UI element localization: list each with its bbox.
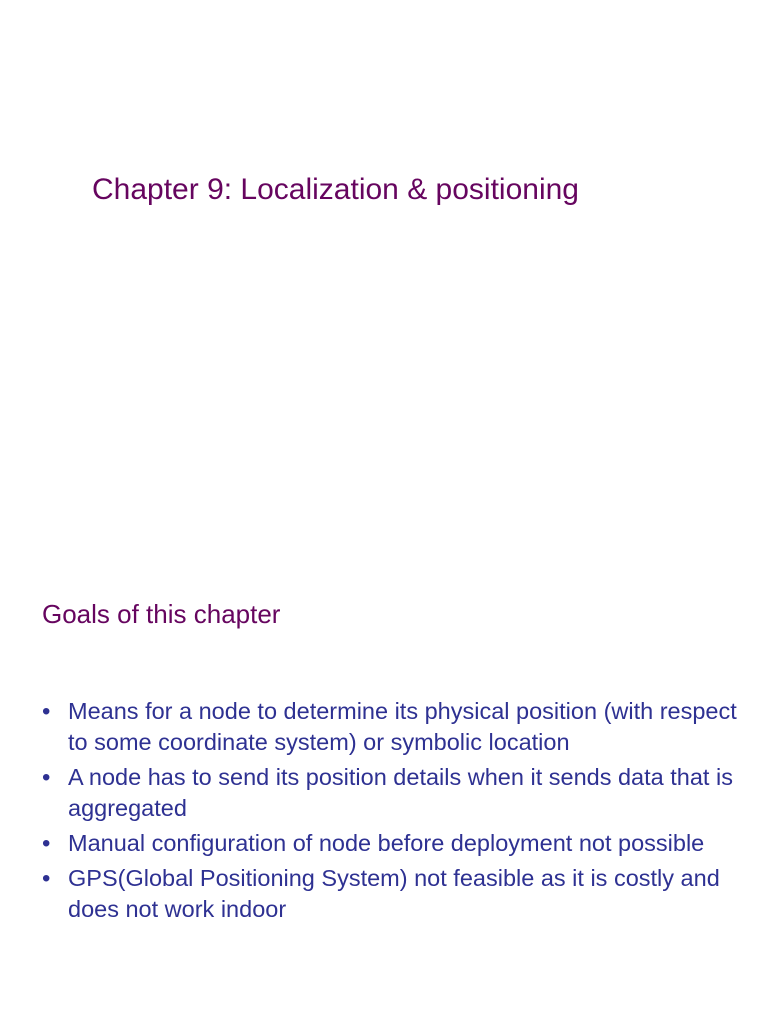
bullet-text: Manual configuration of node before deployment not possible	[68, 830, 705, 856]
bullet-dot-icon: •	[42, 698, 51, 725]
bullet-item	[42, 828, 742, 859]
bullet-dot-icon: •	[42, 764, 51, 791]
goals-slide	[0, 512, 768, 1024]
bullet-item	[42, 696, 742, 758]
bullet-text: GPS(Global Positioning System) not feasible as it is costly and does not work indoor	[68, 865, 720, 922]
bullet-dot-icon: •	[42, 865, 51, 892]
goals-bullet-list	[42, 696, 742, 929]
bullet-text: A node has to send its position details when it sends data that is aggregated	[68, 764, 733, 821]
bullet-item	[42, 762, 742, 824]
bullet-text: Means for a node to determine its physical position (with respect to some coordinate system) or symbolic location	[68, 698, 737, 755]
chapter-title: Chapter 9: Localization & positioning	[92, 173, 579, 206]
section-title: Goals of this chapter	[42, 599, 281, 629]
bullet-item	[42, 863, 742, 925]
bullet-dot-icon: •	[42, 830, 51, 857]
